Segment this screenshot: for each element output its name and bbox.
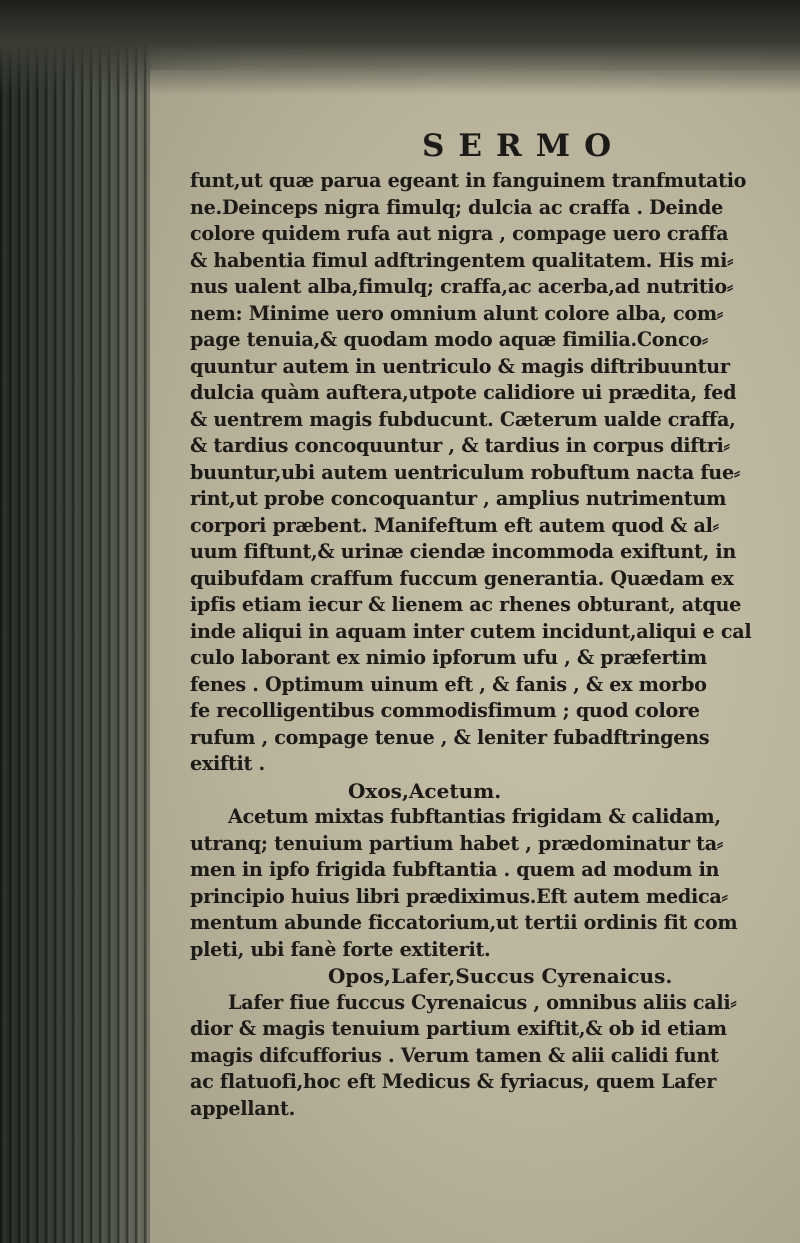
paragraph-3: [190, 990, 780, 1123]
text-line: funt,ut quæ parua egeant in fanguinem tranfmutatio: [190, 169, 747, 192]
text-line: & habentia fimul adftringentem qualitatem. His mi⸗: [190, 248, 734, 272]
text-line: ne.Deinceps nigra fimulq; dulcia ac craffa . Deinde: [190, 195, 724, 219]
page-text: [190, 126, 780, 1122]
text-line: culo laborant ex nimio ipforum ufu , & præfertim: [190, 646, 707, 669]
text-line: ipfis etiam iecur & lienem ac rhenes obturant, atque: [190, 593, 742, 616]
text-line: nem: Minime uero omnium alunt colore alba, com⸗: [190, 301, 723, 325]
paragraph-2: [190, 804, 780, 963]
text-line: exiftit .: [190, 752, 265, 775]
section-heading-oxos: Oxos,Acetum.: [348, 778, 502, 803]
text-line: Acetum mixtas fubftantias frigidam & calidam,: [228, 805, 721, 828]
text-line: principio huius libri prædiximus.Eft autem medica⸗: [190, 884, 728, 908]
text-line: & uentrem magis fubducunt. Cæterum ualde craffa,: [190, 407, 736, 431]
text-line: corpori præbent. Manifeftum eft autem quod & al⸗: [190, 513, 719, 537]
text-line: buuntur,ubi autem uentriculum robuftum nacta fue⸗: [190, 460, 740, 484]
text-line: fe recolligentibus commodisfimum ; quod colore: [190, 699, 700, 722]
text-line: colore quidem rufa aut nigra , compage uero craffa: [190, 222, 729, 245]
top-shadow: [0, 0, 800, 95]
text-line: ac flatuofi,hoc eft Medicus & fyriacus, quem Lafer: [190, 1070, 717, 1093]
text-line: men in ipfo frigida fubftantia . quem ad modum in: [190, 858, 720, 881]
running-head: SERMO: [422, 128, 626, 164]
text-line: dior & magis tenuium partium exiftit,& ob id etiam: [190, 1017, 727, 1040]
text-line: inde aliqui in aquam inter cutem incidunt,aliqui e cal: [190, 619, 752, 643]
text-line: uum fiftunt,& urinæ ciendæ incommoda exiftunt, in: [190, 540, 736, 563]
text-line: Lafer fiue fuccus Cyrenaicus , omnibus aliis cali⸗: [228, 990, 737, 1014]
text-line: dulcia quàm auftera,utpote calidiore ui prædita, fed: [190, 381, 737, 404]
text-line: mentum abunde ficcatorium,ut tertii ordinis fit com: [190, 911, 738, 934]
section-heading-opos: Opos,Lafer,Succus Cyrenaicus.: [328, 964, 673, 988]
text-line: fenes . Optimum uinum eft , & fanis , & ex morbo: [190, 672, 707, 696]
text-line: rint,ut probe concoquantur , amplius nutrimentum: [190, 487, 727, 510]
text-line: nus ualent alba,fimulq; craffa,ac acerba,ad nutritio⸗: [190, 275, 734, 298]
text-line: & tardius concoquuntur , & tardius in corpus diftri⸗: [190, 434, 730, 457]
text-line: utranq; tenuium partium habet , prædominatur ta⸗: [190, 831, 723, 855]
text-line: magis difcufforius . Verum tamen & alii calidi funt: [190, 1043, 719, 1067]
text-line: pleti, ubi fanè forte extiterit.: [190, 937, 491, 961]
text-line: appellant.: [190, 1096, 295, 1120]
text-line: quibufdam craffum fuccum generantia. Quædam ex: [190, 566, 734, 590]
text-line: rufum , compage tenue , & leniter fubadftringens: [190, 725, 710, 749]
paragraph-1: [190, 168, 780, 778]
text-line: page tenuia,& quodam modo aquæ fimilia.Conco⸗: [190, 328, 708, 351]
text-line: quuntur autem in uentriculo & magis diftribuuntur: [190, 354, 730, 378]
book-binding-edge: [0, 0, 150, 1243]
